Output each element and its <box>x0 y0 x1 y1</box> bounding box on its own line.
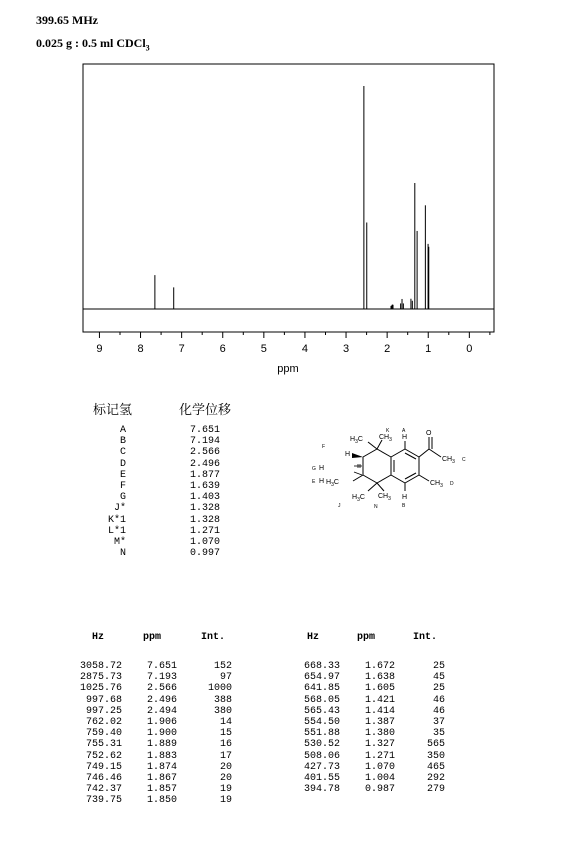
peak-int: 15 <box>219 728 232 740</box>
x-tick-label: 9 <box>96 343 103 355</box>
struct-label-J: J <box>338 503 341 509</box>
assignment-row <box>93 515 243 526</box>
peak-hz: 668.33 <box>303 661 340 672</box>
assignment-label: G <box>119 492 126 504</box>
assignment-label: K*1 <box>107 514 126 526</box>
peak-header-hz-right: Hz <box>307 632 320 643</box>
assignment-shift: 1.403 <box>190 492 221 504</box>
struct-label-h3: H <box>319 478 325 485</box>
struct-label-h-ring: H <box>402 434 408 441</box>
assignment-label: F <box>119 480 126 492</box>
struct-label-ch3-top-right: $CH_3$ <box>379 434 392 443</box>
peak-ppm: 7.193 <box>146 672 177 684</box>
peak-header-int: Int. <box>201 632 226 643</box>
peak-ppm: 1.857 <box>146 784 177 796</box>
peak-header-int-right: Int. <box>413 632 438 643</box>
peak-int: 565 <box>426 739 445 751</box>
peak-int: 37 <box>432 716 445 728</box>
assignment-header-shift: 化学位移 <box>179 402 232 417</box>
assignment-label: N <box>119 548 126 560</box>
peak-hz: 752.62 <box>85 750 122 762</box>
peak-ppm: 2.494 <box>146 705 177 717</box>
peak-ppm: 1.271 <box>364 750 395 762</box>
struct-label-E: E <box>312 479 316 485</box>
assignment-shift: 2.496 <box>190 458 221 470</box>
x-tick-label: 4 <box>301 343 309 355</box>
struct-label-h-b: H <box>402 494 408 501</box>
peak-int: 465 <box>426 761 445 773</box>
x-tick-label: 0 <box>466 343 473 355</box>
peak-ppm: 0.987 <box>364 784 395 796</box>
peak-int: 45 <box>432 672 445 684</box>
peak-int: 19 <box>219 784 232 796</box>
peak-hz: 565.43 <box>303 705 340 717</box>
peak-int: 279 <box>426 784 445 796</box>
x-tick-label: 6 <box>219 343 226 355</box>
assignment-shift: 1.070 <box>190 536 221 548</box>
struct-label-oxygen: O <box>426 430 432 437</box>
sample-concentration-text: 0.025 g : 0.5 ml CDCl <box>36 36 146 50</box>
peak-hz: 1025.76 <box>79 683 122 695</box>
peak-hz: 997.25 <box>85 705 122 717</box>
assignment-shift: 7.194 <box>190 436 221 448</box>
assignment-label: A <box>119 425 126 436</box>
struct-label-F: F <box>322 444 326 450</box>
assignment-label: D <box>119 458 126 470</box>
peak-ppm: 1.900 <box>146 728 177 740</box>
peak-ppm: 1.638 <box>364 672 395 684</box>
peak-ppm: 2.566 <box>146 683 177 695</box>
peak-hz: 746.46 <box>85 772 122 784</box>
spectrum-peaks <box>155 86 429 309</box>
peak-ppm: 1.850 <box>146 795 177 807</box>
peak-hz: 394.78 <box>303 784 340 796</box>
peak-hz: 554.50 <box>303 716 340 728</box>
assignment-label: L*1 <box>107 525 126 537</box>
peak-hz: 749.15 <box>85 761 122 773</box>
peak-int: 25 <box>432 661 445 672</box>
peak-header-hz: Hz <box>92 632 105 643</box>
peak-ppm: 7.651 <box>146 661 177 672</box>
assignment-row <box>93 537 243 548</box>
assignment-label: E <box>119 469 126 481</box>
peak-hz: 508.06 <box>303 750 340 762</box>
assignment-row <box>93 470 243 481</box>
peak-hz: 3058.72 <box>79 661 122 672</box>
struct-label-A: A <box>402 428 406 434</box>
assignment-shift: 7.651 <box>190 425 221 436</box>
assignment-shift: 2.566 <box>190 447 221 459</box>
peak-int: 152 <box>213 661 232 672</box>
peak-ppm: 1.672 <box>364 661 395 672</box>
x-axis-label: ppm <box>277 363 299 375</box>
plot-frame <box>83 64 494 332</box>
struct-label-K: K <box>386 428 390 434</box>
peak-ppm: 1.867 <box>146 772 177 784</box>
peak-hz: 742.37 <box>85 784 122 796</box>
assignment-label: M* <box>113 536 126 548</box>
peak-ppm: 1.004 <box>364 772 395 784</box>
molecule-structure <box>308 425 483 525</box>
struct-label-h2: H <box>319 465 325 472</box>
struct-label-ch3-bot-left: $H_3C$ <box>352 494 365 503</box>
x-tick-label: 8 <box>137 343 144 355</box>
peak-hz: 739.75 <box>85 795 122 807</box>
x-tick-label: 7 <box>178 343 185 355</box>
assignment-shift: 1.271 <box>190 525 221 537</box>
peak-hz: 654.97 <box>303 672 340 684</box>
peak-hz: 755.31 <box>85 739 122 751</box>
assignment-shift: 0.997 <box>190 548 221 560</box>
peak-hz: 568.05 <box>303 694 340 706</box>
assignment-shift: 1.877 <box>190 469 221 481</box>
assignment-rows <box>93 425 243 559</box>
peak-hz: 997.68 <box>85 694 122 706</box>
peak-ppm: 1.380 <box>364 728 395 740</box>
nmr-spectrum-chart <box>0 0 570 390</box>
peak-hz: 641.85 <box>303 683 340 695</box>
peak-ppm: 1.070 <box>364 761 395 773</box>
assignment-row <box>93 436 243 447</box>
struct-label-ch3-c: $CH_3$ <box>442 456 455 465</box>
peak-int: 20 <box>219 761 232 773</box>
peak-hz: 427.73 <box>303 761 340 773</box>
peak-ppm: 1.874 <box>146 761 177 773</box>
struct-label-h1: H <box>345 451 351 458</box>
struct-label-B: B <box>402 503 406 509</box>
struct-label-N: N <box>374 504 378 510</box>
peak-ppm: 1.421 <box>364 694 395 706</box>
x-tick-label: 5 <box>260 343 267 355</box>
struct-label-D: D <box>450 481 454 487</box>
assignment-row <box>93 548 243 559</box>
peak-int: 1000 <box>207 683 232 695</box>
peak-int: 17 <box>219 750 232 762</box>
peak-int: 35 <box>432 728 445 740</box>
peak-ppm: 1.889 <box>146 739 177 751</box>
assignment-label: C <box>119 447 126 459</box>
struct-label-ch3-bot-right: $CH_3$ <box>378 493 391 502</box>
assignment-label: J* <box>113 503 126 515</box>
peak-int: 19 <box>219 795 232 807</box>
peak-int: 97 <box>219 672 232 684</box>
peak-header-ppm-right: ppm <box>357 632 376 643</box>
peak-header-ppm: ppm <box>143 632 162 643</box>
struct-label-ch3-top-left: $H_3C$ <box>350 436 363 445</box>
peak-ppm: 1.327 <box>364 739 395 751</box>
peak-int: 46 <box>432 705 445 717</box>
peak-ppm: 1.883 <box>146 750 177 762</box>
peak-hz: 551.88 <box>303 728 340 740</box>
assignment-shift: 1.328 <box>190 514 221 526</box>
peak-ppm: 1.414 <box>364 705 395 717</box>
peak-int: 388 <box>213 694 232 706</box>
struct-label-G: G <box>312 466 316 472</box>
peak-hz: 401.55 <box>303 772 340 784</box>
peak-hz: 759.40 <box>85 728 122 740</box>
assignment-row <box>93 503 243 514</box>
assignment-shift: 1.328 <box>190 503 221 515</box>
peak-int: 20 <box>219 772 232 784</box>
x-tick-label: 3 <box>342 343 350 355</box>
assignment-shift: 1.639 <box>190 480 221 492</box>
x-axis-ticks <box>96 332 490 355</box>
assignment-row <box>93 526 243 537</box>
spectrometer-frequency: 399.65 MHz <box>36 13 98 27</box>
peak-int: 46 <box>432 694 445 706</box>
struct-label-ch3-mid-left: $H_3C$ <box>326 479 339 488</box>
x-tick-label: 2 <box>384 343 391 355</box>
assignment-row <box>93 492 243 503</box>
peak-hz: 530.52 <box>303 739 340 751</box>
struct-label-C: C <box>462 457 466 463</box>
assignment-row <box>93 447 243 458</box>
peak-int: 350 <box>426 750 445 762</box>
assignment-label: B <box>119 436 126 448</box>
peak-ppm: 1.605 <box>364 683 395 695</box>
assignment-row <box>93 459 243 470</box>
assignment-row <box>93 481 243 492</box>
peak-ppm: 2.496 <box>146 694 177 706</box>
peak-int: 16 <box>219 739 232 751</box>
struct-label-ch3-d: $CH_3$ <box>430 480 443 489</box>
sample-concentration-subscript: 3 <box>145 43 150 53</box>
peak-int: 14 <box>219 716 232 728</box>
peak-ppm: 1.906 <box>146 716 177 728</box>
assignment-header-label: 标记氢 <box>93 402 133 417</box>
peak-hz: 2875.73 <box>79 672 122 684</box>
peak-int: 380 <box>213 705 232 717</box>
peak-hz: 762.02 <box>85 716 122 728</box>
peak-ppm: 1.387 <box>364 716 395 728</box>
peak-int: 292 <box>426 772 445 784</box>
peak-int: 25 <box>432 683 445 695</box>
assignment-row <box>93 425 243 436</box>
x-tick-label: 1 <box>425 343 432 355</box>
